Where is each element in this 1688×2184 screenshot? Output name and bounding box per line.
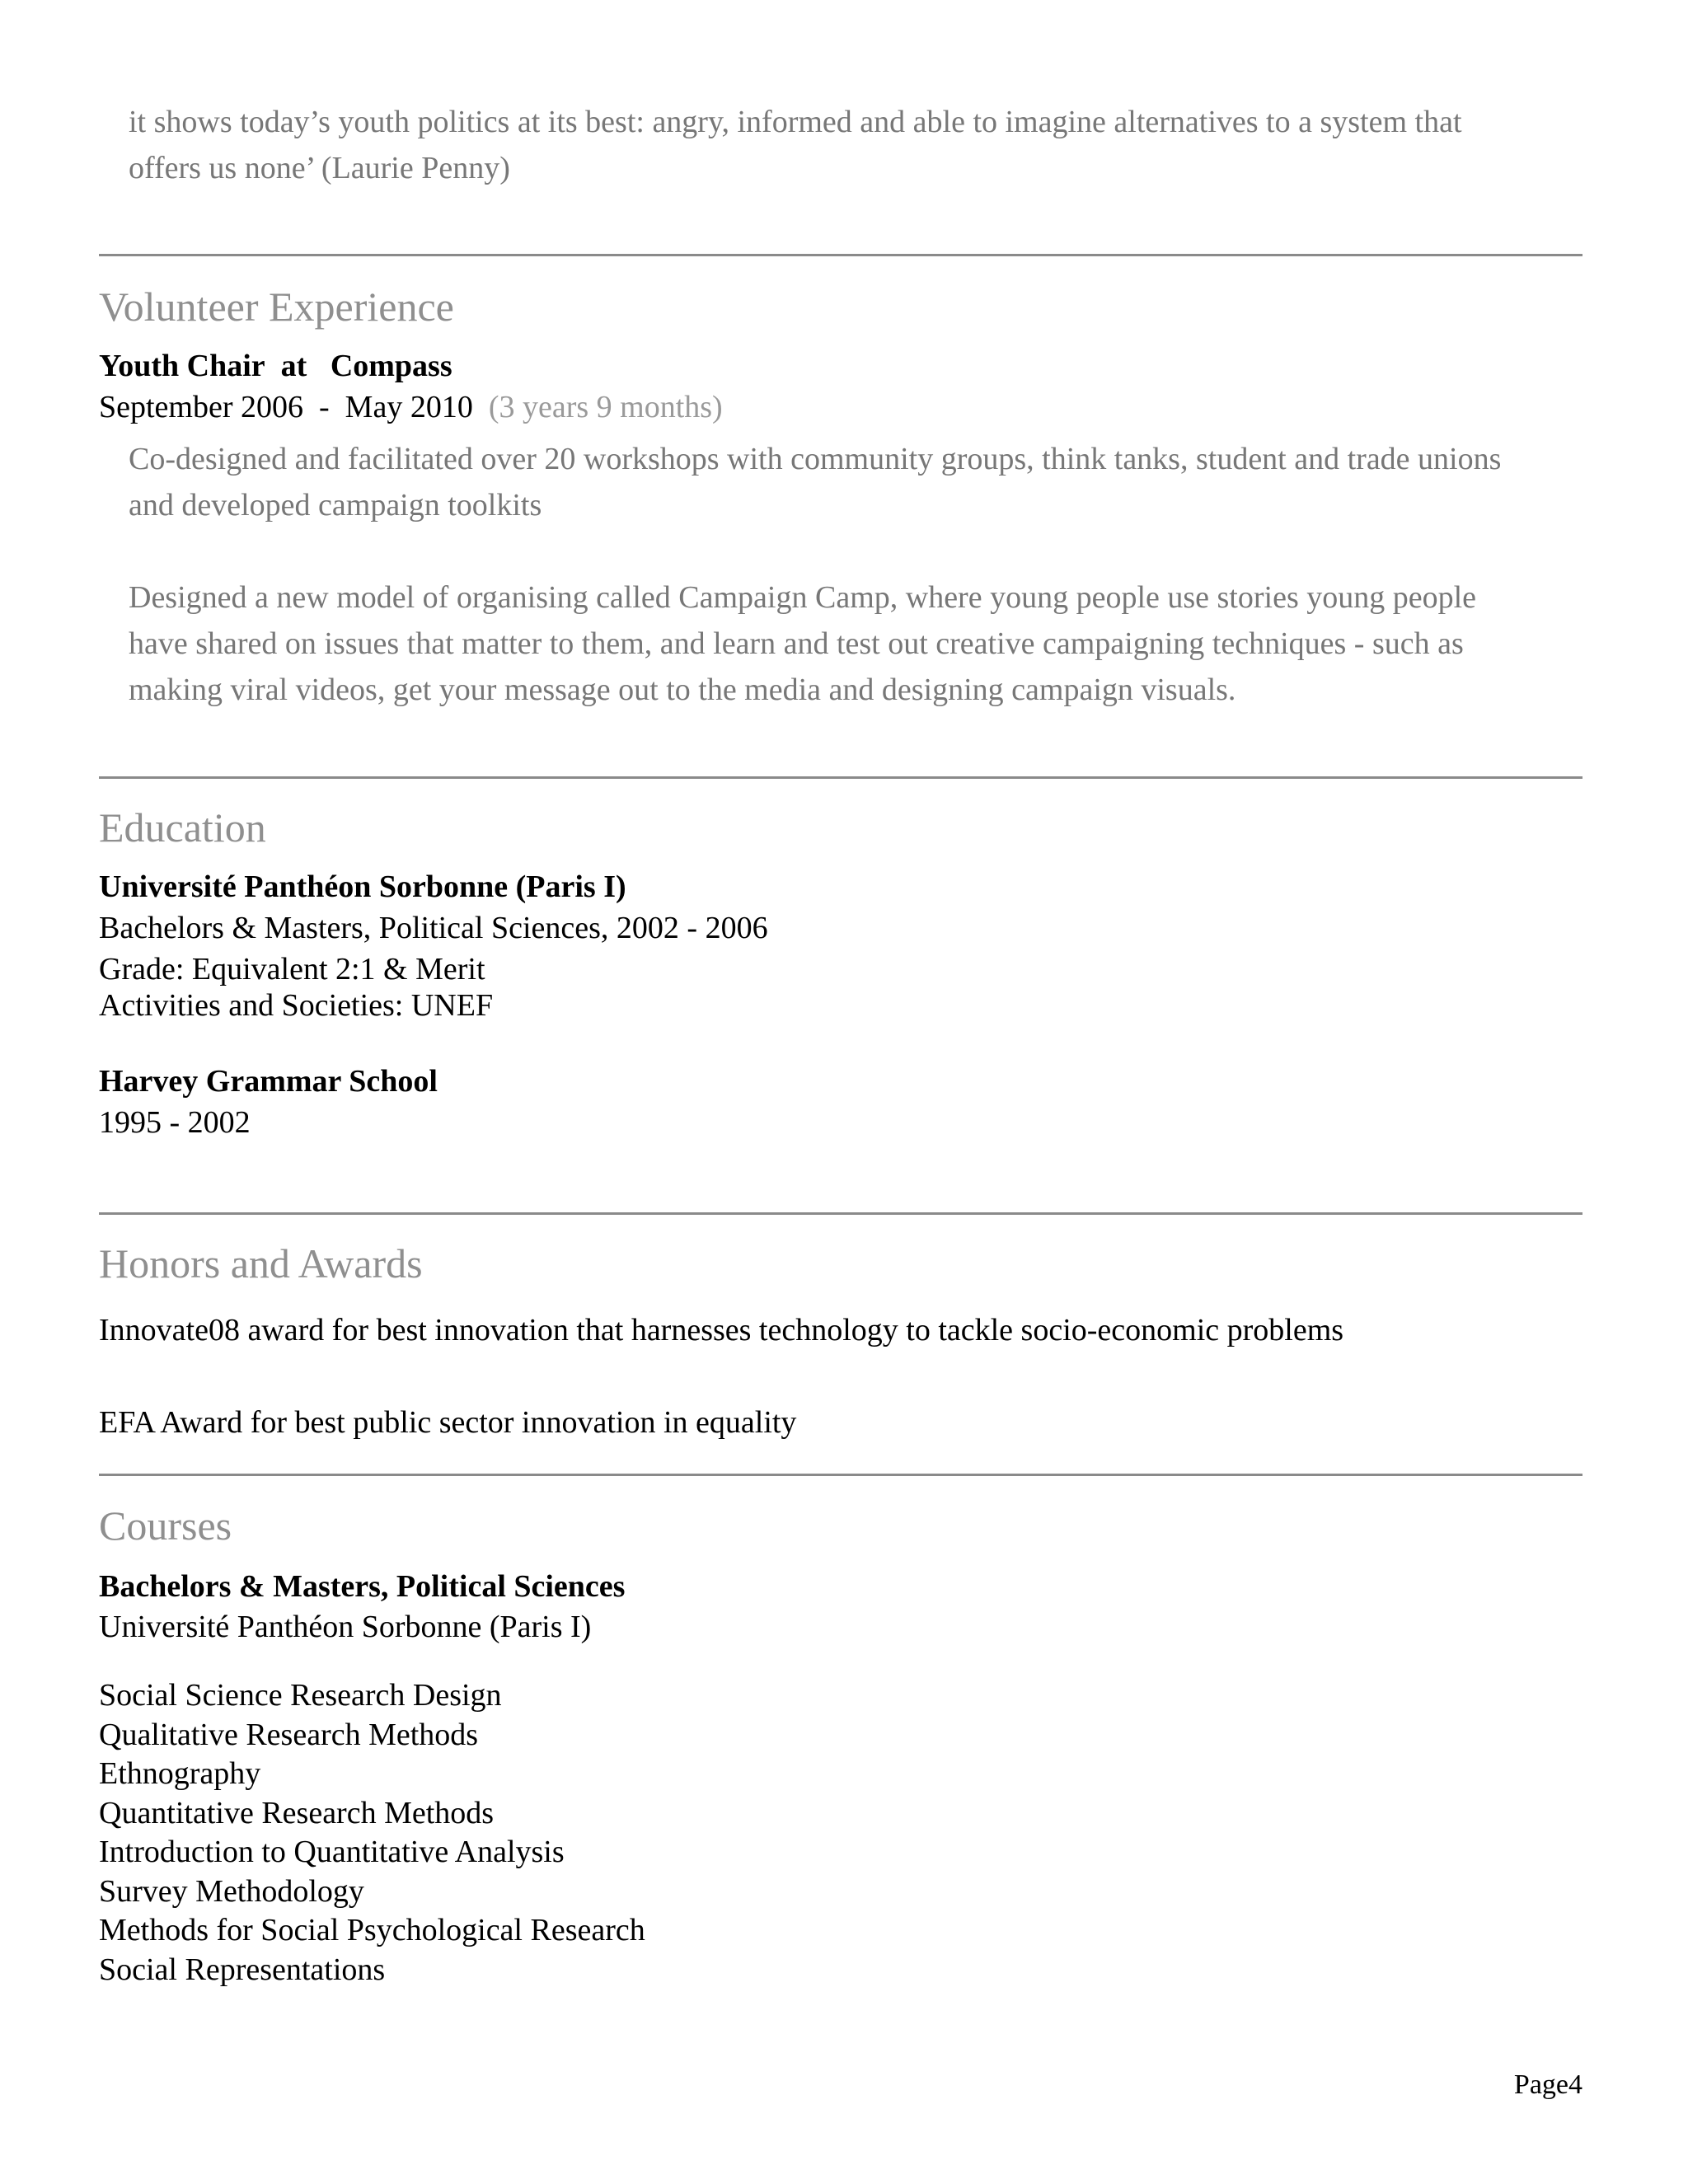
course-item: Social Science Research Design bbox=[99, 1678, 502, 1713]
education-section-heading: Education bbox=[99, 804, 266, 851]
volunteer-duration: (3 years 9 months) bbox=[488, 390, 723, 424]
course-item: Social Representations bbox=[99, 1952, 386, 1987]
description-line: have shared on issues that matter to them, and learn and test out creative campaigning techniques - such as bbox=[129, 626, 1464, 661]
volunteer-start-date: September 2006 bbox=[99, 390, 304, 424]
resume-page bbox=[99, 0, 1582, 2184]
page-number: Page4 bbox=[1513, 2069, 1582, 2100]
school-degree: Bachelors & Masters, Political Sciences, 2002 - 2006 bbox=[99, 911, 768, 945]
course-program: Bachelors & Masters, Political Sciences bbox=[99, 1569, 626, 1604]
volunteer-section-heading: Volunteer Experience bbox=[99, 284, 454, 330]
course-institution: Université Panthéon Sorbonne (Paris I) bbox=[99, 1610, 592, 1644]
course-list bbox=[99, 1676, 645, 1990]
course-item: Qualitative Research Methods bbox=[99, 1717, 479, 1752]
course-item: Introduction to Quantitative Analysis bbox=[99, 1835, 565, 1869]
volunteer-description-1 bbox=[129, 436, 1582, 528]
award-item: EFA Award for best public sector innovation in equality bbox=[99, 1405, 797, 1440]
school-name: Harvey Grammar School bbox=[99, 1064, 438, 1099]
volunteer-end-date: May 2010 bbox=[345, 390, 473, 424]
course-item: Ethnography bbox=[99, 1756, 261, 1791]
volunteer-dates-line bbox=[99, 388, 723, 426]
description-line: Co-designed and facilitated over 20 workshops with community groups, think tanks, student and trade unions bbox=[129, 442, 1502, 476]
description-line: making viral videos, get your message out to the media and designing campaign visuals. bbox=[129, 673, 1236, 707]
course-item: Methods for Social Psychological Research bbox=[99, 1913, 645, 1947]
school-years: 1995 - 2002 bbox=[99, 1105, 251, 1140]
intro-quote-line: offers us none’ (Laurie Penny) bbox=[129, 151, 510, 185]
intro-quote-line: it shows today’s youth politics at its best: angry, informed and able to imagine alternatives to a system that bbox=[129, 105, 1462, 139]
description-line: and developed campaign toolkits bbox=[129, 488, 542, 523]
award-item: Innovate08 award for best innovation that harnesses technology to tackle socio-economic problems bbox=[99, 1313, 1344, 1347]
volunteer-organization: Compass bbox=[330, 349, 452, 383]
volunteer-at: at bbox=[280, 349, 307, 383]
school-activities: Activities and Societies: UNEF bbox=[99, 988, 494, 1023]
volunteer-date-dash: - bbox=[319, 390, 330, 424]
volunteer-role: Youth Chair bbox=[99, 349, 265, 383]
section-divider bbox=[99, 254, 1582, 256]
section-divider bbox=[99, 1474, 1582, 1476]
honors-section-heading: Honors and Awards bbox=[99, 1240, 423, 1286]
section-divider bbox=[99, 776, 1582, 779]
school-name: Université Panthéon Sorbonne (Paris I) bbox=[99, 869, 626, 904]
course-item: Survey Methodology bbox=[99, 1873, 364, 1909]
volunteer-description-2 bbox=[129, 574, 1582, 713]
description-line: Designed a new model of organising called Campaign Camp, where young people use stories young people bbox=[129, 580, 1477, 615]
intro-quote bbox=[129, 99, 1582, 191]
course-item: Quantitative Research Methods bbox=[99, 1795, 495, 1830]
courses-section-heading: Courses bbox=[99, 1502, 232, 1549]
volunteer-role-line bbox=[99, 347, 452, 385]
section-divider bbox=[99, 1212, 1582, 1215]
school-grade: Grade: Equivalent 2:1 & Merit bbox=[99, 952, 485, 987]
